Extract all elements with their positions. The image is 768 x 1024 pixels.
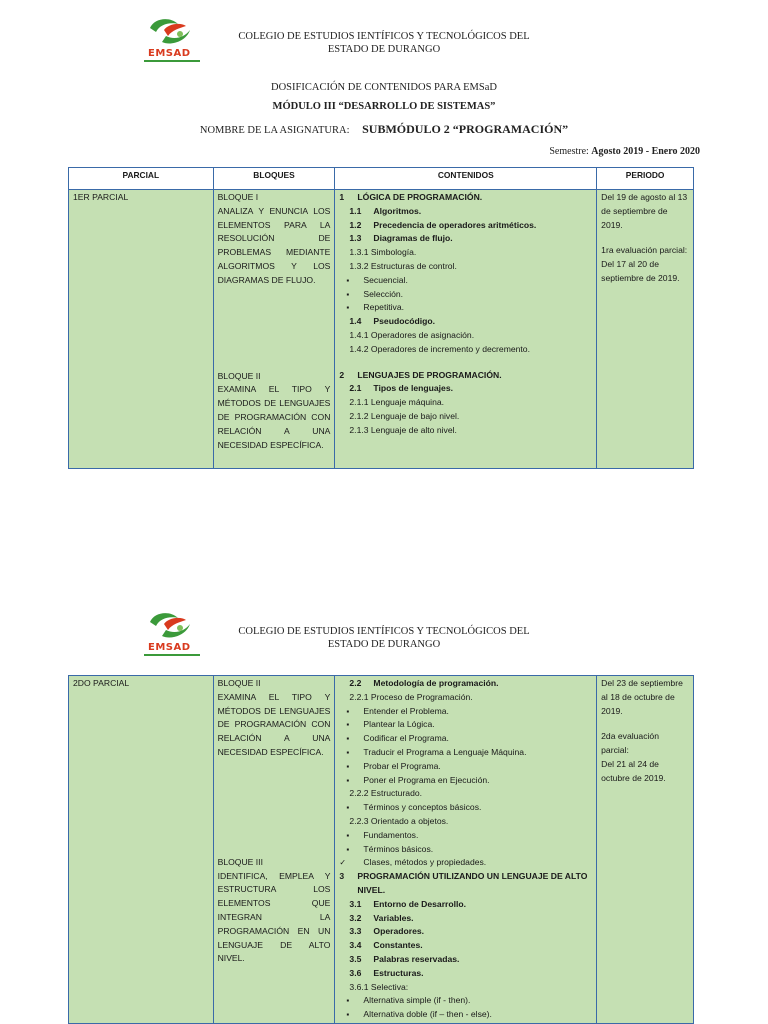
period-dates: Del 23 de septiembre al 18 de octubre de 2019.: [601, 678, 683, 716]
evaluation-dates: Del 21 al 24 de octubre de 2019.: [601, 758, 666, 783]
sub-subtopic: 2.2.2 Estructurado.: [349, 788, 423, 799]
sub-subtopic: 1.3.2 Estructuras de control.: [349, 260, 457, 271]
topic-heading: 1 LÓGICA DE PROGRAMACIÓN.: [339, 192, 483, 202]
subtopic: 2.1 Tipos de lenguajes.: [349, 383, 453, 394]
table-header-row: [69, 168, 694, 190]
blocks-cell: [213, 190, 335, 469]
semester-label: Semestre:: [549, 146, 589, 157]
logo-text: EMSAD: [148, 642, 191, 653]
bullet-item: ▪ Poner el Programa en Ejecución.: [339, 774, 592, 788]
table-row: [69, 190, 694, 469]
subtopic: 3.3 Operadores.: [349, 926, 425, 937]
subtopic: 2.2 Metodología de programación.: [349, 678, 499, 688]
column-header-periodo: PERIODO: [597, 168, 694, 190]
contents-cell: [335, 676, 597, 1024]
sub-subtopic: 2.2.1 Proceso de Programación.: [349, 691, 473, 702]
bullet-item: ▪ Fundamentos.: [339, 829, 592, 843]
subject-name: SUBMÓDULO 2 “PROGRAMACIÓN”: [362, 122, 569, 136]
topic-heading: 3 PROGRAMACIÓN UTILIZANDO UN LENGUAJE DE ALTO NIVEL.: [339, 871, 588, 895]
sub-subtopic: 2.1.1 Lenguaje máquina.: [349, 397, 445, 408]
block-title: BLOQUE II: [217, 678, 261, 688]
subtopic: 3.5 Palabras reservadas.: [349, 953, 460, 964]
subtopic: 3.2 Variables.: [349, 912, 414, 923]
sub-subtopic: 3.6.1 Selectiva:: [349, 981, 409, 992]
bullet-item: ▪ Codificar el Programa.: [339, 732, 592, 746]
subtopic: 3.4 Constantes.: [349, 940, 423, 951]
partial-name: 1ER PARCIAL: [73, 192, 129, 202]
emsad-logo: [140, 608, 200, 660]
semester-value: Agosto 2019 - Enero 2020: [591, 146, 700, 157]
emsad-logo-icon: [140, 14, 200, 50]
sub-subtopic: 1.4.2 Operadores de incremento y decremento.: [349, 343, 530, 354]
block-title: BLOQUE I: [217, 192, 259, 202]
subject-line: [0, 122, 768, 137]
period-cell: [597, 190, 694, 469]
bullet-item: ▪ Alternativa simple (if - then).: [339, 994, 592, 1008]
bullet-item: ▪ Selección.: [339, 288, 592, 302]
bullet-item: ▪ Traducir el Programa a Lenguaje Máquina.: [339, 746, 592, 760]
partial-cell: [69, 190, 214, 469]
period-dates: Del 19 de agosto al 13 de septiembre de 2019.: [601, 192, 688, 230]
module-title: MÓDULO III “DESARROLLO DE SISTEMAS”: [272, 101, 496, 112]
sub-subtopic: 1.3.1 Simbología.: [349, 247, 417, 258]
content-table-2: [68, 675, 694, 1024]
semester-line: [549, 146, 700, 157]
block-description: ANALIZA Y ENUNCIA LOS ELEMENTOS PARA LA RESOLUCIÓN DE PROBLEMAS MEDIANTE ALGORITMOS Y LOS DIAGRAMAS DE FLUJO.: [217, 205, 331, 285]
subtopic: 1.1 Algoritmos.: [349, 205, 422, 216]
evaluation-label: 2da evaluación parcial:: [601, 731, 659, 756]
column-header-bloques: BLOQUES: [213, 168, 335, 190]
table-row: [69, 676, 694, 1024]
subtopic: 1.4 Pseudocódigo.: [349, 316, 435, 327]
check-item: ✓ Clases, métodos y propiedades.: [339, 856, 592, 870]
evaluation-label: 1ra evaluación parcial:: [601, 245, 688, 256]
partial-name: 2DO PARCIAL: [73, 678, 130, 688]
subtopic: 1.3 Diagramas de flujo.: [349, 233, 453, 244]
institution-name-line1: COLEGIO DE ESTUDIOS IENTÍFICOS Y TECNOLÓGICOS DEL: [238, 626, 530, 637]
logo-text: EMSAD: [148, 48, 191, 59]
column-header-parcial: PARCIAL: [69, 168, 214, 190]
blocks-cell: [213, 676, 335, 1024]
evaluation-dates: Del 17 al 20 de septiembre de 2019.: [601, 259, 680, 283]
subject-label: NOMBRE DE LA ASIGNATURA:: [199, 125, 350, 136]
bullet-item: ▪ Alternativa doble (if – then - else).: [339, 1008, 592, 1022]
bullet-item: ▪ Repetitiva.: [339, 301, 592, 315]
sub-subtopic: 2.1.3 Lenguaje de alto nivel.: [349, 424, 457, 435]
content-table-1: [68, 167, 694, 469]
bullet-item: ▪ Entender el Problema.: [339, 705, 592, 719]
period-cell: [597, 676, 694, 1024]
partial-cell: [69, 676, 214, 1024]
institution-name-line2: ESTADO DE DURANGO: [327, 44, 441, 55]
emsad-logo-icon: [140, 608, 200, 644]
block-title: BLOQUE III: [217, 856, 263, 867]
block-title: BLOQUE II: [217, 370, 261, 381]
bullet-item: ▪ Plantear la Lógica.: [339, 718, 592, 732]
bullet-item: ▪ Probar el Programa.: [339, 760, 592, 774]
column-header-contenidos: CONTENIDOS: [335, 168, 597, 190]
emsad-logo: [140, 14, 200, 66]
institution-name: [200, 625, 568, 651]
block-description: IDENTIFICA, EMPLEA Y ESTRUCTURA LOS ELEMENTOS QUE INTEGRAN LA PROGRAMACIÓN EN UN LENGUAJE DE ALTO NIVEL.: [217, 870, 331, 964]
institution-name-line1: COLEGIO DE ESTUDIOS IENTÍFICOS Y TECNOLÓGICOS DEL: [238, 31, 530, 42]
document-title: DOSIFICACIÓN DE CONTENIDOS PARA EMSaD: [271, 82, 497, 93]
sub-subtopic: 2.1.2 Lenguaje de bajo nivel.: [349, 410, 460, 421]
institution-name-line2: ESTADO DE DURANGO: [327, 639, 441, 650]
subtopic: 3.1 Entorno de Desarrollo.: [349, 898, 467, 909]
sub-subtopic: 2.2.3 Orientado a objetos.: [349, 815, 449, 826]
topic-heading: 2 LENGUAJES DE PROGRAMACIÓN.: [339, 369, 502, 380]
logo-underline: [144, 60, 200, 62]
block-description: EXAMINA EL TIPO Y MÉTODOS DE LENGUAJES DE PROGRAMACIÓN CON RELACIÓN A UNA NECESIDAD ESPECÍFICA.: [217, 384, 331, 450]
subtopic: 1.2 Precedencia de operadores aritméticos.: [349, 219, 537, 230]
logo-underline: [144, 654, 200, 656]
sub-subtopic: 1.4.1 Operadores de asignación.: [349, 329, 475, 340]
page-gap: [0, 520, 768, 570]
bullet-item: ▪ Términos y conceptos básicos.: [339, 801, 592, 815]
bullet-item: ▪ Términos básicos.: [339, 843, 592, 857]
institution-name: [200, 30, 568, 56]
bullet-item: ▪ Secuencial.: [339, 274, 592, 288]
block-description: EXAMINA EL TIPO Y MÉTODOS DE LENGUAJES DE PROGRAMACIÓN CON RELACIÓN A UNA NECESIDAD ESPECÍFICA.: [217, 691, 331, 757]
contents-cell: [335, 190, 597, 469]
subtopic: 3.6 Estructuras.: [349, 967, 424, 978]
